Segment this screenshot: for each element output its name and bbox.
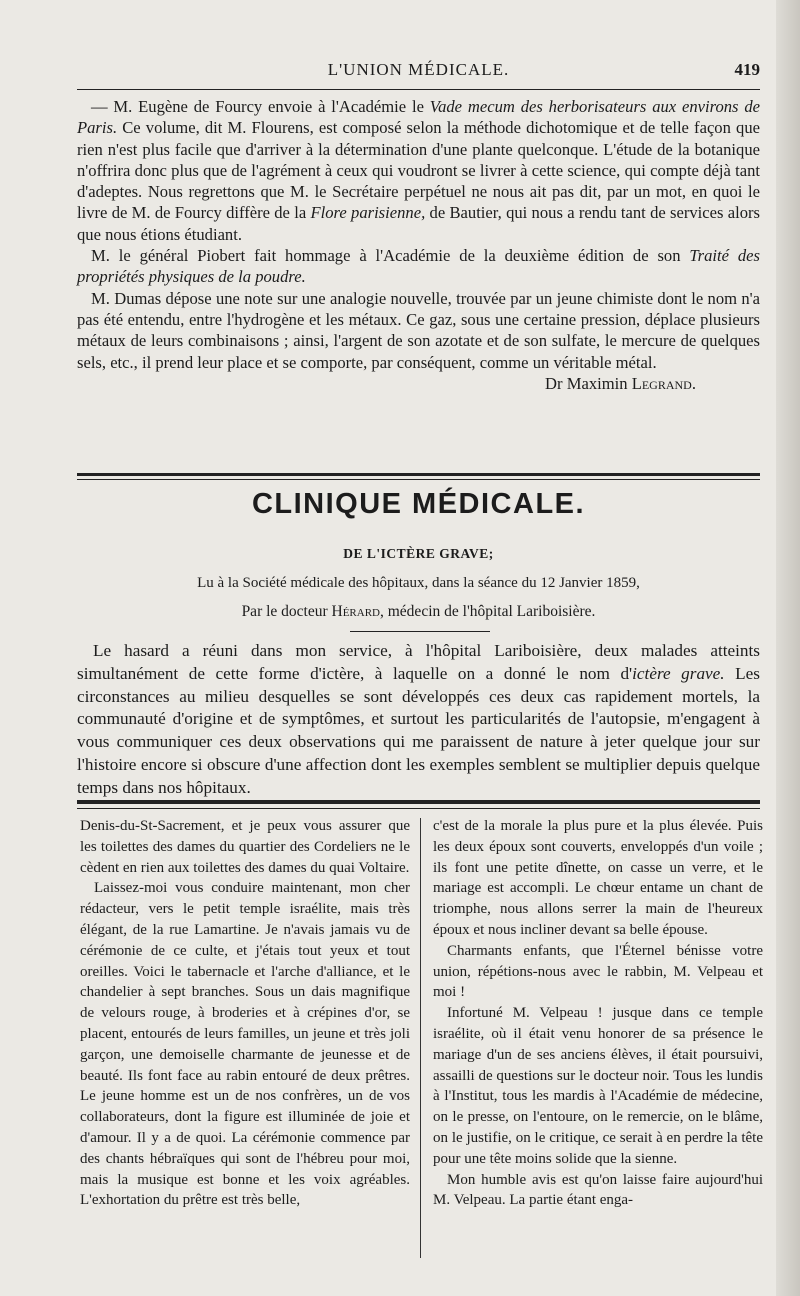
journal-title: L'UNION MÉDICALE.	[327, 60, 510, 79]
left-paragraph: Laissez-moi vous conduire maintenant, mon cher rédacteur, vers le petit temple israélite, mais très élégant, de la rue Lamartine. Je n'avais jamais vu de cérémonie de ce culte, et j'étais tout yeux et tout oreilles. Voici le tabernacle et l'arche d'alliance, et le chandelier à sept branches. Sous un dais magnifique de velours rouge, à broderies et à crépines d'or, se placent, entourés de leurs familles, un jeune et très joli garçon, une demoiselle charmante de jeunesse et de beauté. Ils font face au rabin entouré de deux prêtres. Le jeune homme est un de nos confrères, un de vos collaborateurs, dont la figure est illuminée de joie et d'amour. Il y a de quoi. La cérémonie commence par des chants hébraïques qui sont de l'hébreu pour moi, mais la musique est bonne et les voix agréables. L'exhortation du prêtre est très belle,	[80, 880, 410, 1209]
note-fourcy: — M. Eugène de Fourcy envoie à l'Académie le Vade mecum des herborisateurs aux environs de Paris. Ce volume, dit M. Flourens, est composé selon la méthode dichotomique et de telle façon que rien n'est plus facile que d'arriver à la détermination d'une plante quelconque. L'étude de la botanique n'offrira donc plus que de l'agrément à ceux qui voudront se livrer à cette science, qui compte déjà tant d'adeptes. Nous regrettons que M. le Secrétaire perpétuel ne nous ait pas dit, par un mot, en quoi le livre de M. de Fourcy diffère de la Flore parisienne, de Bautier, qui nous a rendu tant de services alors que nous étions étudiant.	[77, 97, 761, 244]
right-paragraph: Mon humble avis est qu'on laisse faire aujourd'hui M. Velpeau. La partie étant enga-	[433, 1171, 763, 1209]
note-piobert: M. le général Piobert fait hommage à l'Académie de la deuxième édition de son Traité des propriétés physiques de la poudre.	[77, 246, 760, 287]
article-title: DE L'ICTÈRE GRAVE;	[343, 546, 494, 561]
page-number: 419	[734, 60, 760, 79]
feuilleton-left-column	[80, 816, 410, 1211]
column-divider	[420, 818, 421, 1258]
academy-notes	[77, 96, 760, 394]
right-paragraph: Charmants enfants, que l'Éternel bénisse votre union, répétions-nous avec le rabbin, M. Velpeau et moi !	[433, 942, 763, 1001]
article-intro: Le hasard a réuni dans mon service, à l'hôpital Lariboisière, deux malades atteints simultanément de cette forme d'ictère, à laquelle on a donné le nom d'ictère grave. Les circonstances au milieu desquelles se sont développés ces deux cas rapidement mortels, la communauté d'origine et de symptômes, et surtout les particularités de l'autopsie, m'engagent à vous communiquer ces deux observations qui me paraissent de nature à jeter quelque jour sur l'histoire encore si obscure d'une affection dont les exemples semblent se multiplier depuis quelque temps dans nos hôpitaux.	[77, 641, 760, 797]
page-edge-shadow	[776, 0, 800, 1296]
article-read-at: Lu à la Société médicale des hôpitaux, dans la séance du 12 Janvier 1859,	[197, 575, 640, 591]
note-dumas: M. Dumas dépose une note sur une analogie nouvelle, trouvée par un jeune chimiste dont le nom n'a pas été entendu, entre l'hydrogène et les métaux. Ce gaz, sous une certaine pression, déplace plusieurs métaux de leurs combinaisons ; ainsi, l'argent de son azotate et de son sulfate, le mercure de quelques sels, etc., il prend leur place et se comporte, par conséquent, comme un véritable métal.	[77, 288, 760, 372]
article-author: Par le docteur Hérard, médecin de l'hôpital Lariboisière.	[241, 603, 596, 620]
signature: Dr Maximin Legrand.	[545, 373, 696, 393]
right-paragraph: Infortuné M. Velpeau ! jusque dans ce temple israélite, où il était venu honorer de sa présence le mariage d'un de ses anciens élèves, il était poursuivi, assailli de questions sur le docteur noir. Tous les lundis à l'Institut, tous les mardis à l'Académie de médecine, on le presse, on l'entoure, on le remercie, on le blâme, on le justifie, on le critique, ce serait à en perdre la tête pour une tête moins solide que la sienne.	[433, 1005, 763, 1167]
section-rule-top-thick	[77, 473, 760, 476]
left-paragraph: Denis-du-St-Sacrement, et je peux vous assurer que les toilettes des dames du quartier des Cordeliers ne le cèdent en rien aux toilettes des dames du quai Voltaire.	[80, 818, 410, 876]
section-title: CLINIQUE MÉDICALE.	[251, 488, 586, 520]
feuilleton-rule-thin	[77, 808, 760, 809]
feuilleton-right-column	[433, 816, 763, 1211]
feuilleton-rule-thick	[77, 800, 760, 804]
title-short-rule	[350, 631, 490, 632]
header-rule	[77, 89, 760, 90]
page-header	[77, 58, 760, 84]
section-rule-top-thin	[77, 479, 760, 480]
right-paragraph: c'est de la morale la plus pure et la plus élevée. Puis les deux époux sont couverts, enveloppés d'un voile ; ils font une petite dînette, on casse un verre, et le mariage est accompli. Le chœur entame un chant de triomphe, nous allons serrer la main de l'heureux époux et nous incliner devant sa belle épouse.	[433, 818, 763, 938]
